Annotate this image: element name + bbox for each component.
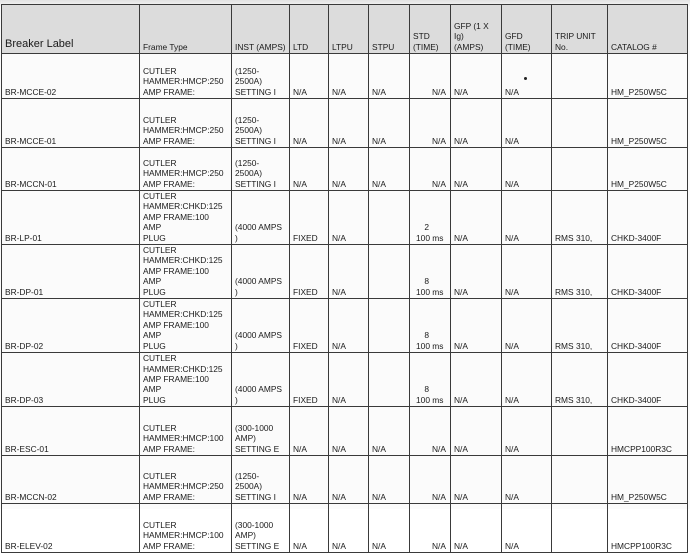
cell-stpu xyxy=(369,353,410,407)
cell-stpu: N/A xyxy=(369,99,410,148)
cell-inst-amps-line: SETTING E xyxy=(235,540,280,551)
cell-std-time xyxy=(410,191,451,245)
cell-ltd: FIXED xyxy=(290,353,329,407)
cell-trip-unit xyxy=(552,407,608,456)
cell-inst-amps-line: SETTING I xyxy=(235,86,276,97)
cell-frame-type xyxy=(140,299,232,353)
cell-breaker-label: BR-MCCE-01 xyxy=(2,99,140,148)
cell-gfd-time: N/A xyxy=(502,148,552,191)
header-catalog: CATALOG # xyxy=(608,5,688,54)
std-unit: 100 ms xyxy=(416,232,444,243)
cell-inst-amps-line: SETTING E xyxy=(235,443,280,454)
cell-gfd-time: N/A xyxy=(502,456,552,504)
cell-trip-unit xyxy=(552,504,608,553)
cell-catalog: CHKD-3400F xyxy=(608,245,688,299)
cell-trip-unit: RMS 310, xyxy=(552,353,608,407)
std-value: 8 xyxy=(424,276,429,287)
cell-inst-amps-line: (300-1000 xyxy=(235,422,274,433)
cell-gfd-time: N/A xyxy=(502,54,552,99)
header-std-time xyxy=(410,5,451,54)
cell-ltpu: N/A xyxy=(329,504,369,553)
scan-speck xyxy=(524,77,527,80)
cell-stpu: N/A xyxy=(369,54,410,99)
cell-frame-type-line: CUTLER xyxy=(143,299,177,310)
cell-frame-type-line: AMP FRAME:100 AMP xyxy=(143,265,209,287)
cell-frame-type-line: CUTLER xyxy=(143,191,177,201)
cell-ltpu: N/A xyxy=(329,245,369,299)
cell-frame-type-line: CUTLER xyxy=(143,519,177,530)
cell-inst-amps xyxy=(232,245,290,299)
cell-ltd: N/A xyxy=(290,407,329,456)
cell-catalog: HM_P250W5C xyxy=(608,54,688,99)
table-row xyxy=(2,148,688,191)
cell-ltd: N/A xyxy=(290,54,329,99)
table-row xyxy=(2,353,688,407)
cell-breaker-label: BR-MCCE-02 xyxy=(2,54,140,99)
std-unit: 100 ms xyxy=(416,394,444,405)
cell-frame-type xyxy=(140,504,232,553)
cell-ltd: N/A xyxy=(290,504,329,553)
header-trip-line1: TRIP UNIT xyxy=(555,31,596,42)
table-row xyxy=(2,299,688,353)
cell-ltpu: N/A xyxy=(329,299,369,353)
header-gfp-line1: GFP (1 X Ig) xyxy=(454,20,489,42)
header-breaker-label: Breaker Label xyxy=(2,5,140,54)
cell-breaker-label: BR-DP-03 xyxy=(2,353,140,407)
std-unit: N/A xyxy=(432,443,446,454)
table-row xyxy=(2,99,688,148)
cell-inst-amps xyxy=(232,504,290,553)
header-inst-amps: INST (AMPS) xyxy=(232,5,290,54)
std-unit: N/A xyxy=(432,178,446,189)
cell-stpu xyxy=(369,245,410,299)
cell-inst-amps xyxy=(232,54,290,99)
cell-frame-type-line: AMP FRAME:100 AMP xyxy=(143,373,209,395)
cell-frame-type xyxy=(140,245,232,299)
header-trip-line2: No. xyxy=(555,41,569,52)
cell-gfp-amps: N/A xyxy=(451,504,502,553)
cell-frame-type-line: AMP FRAME: xyxy=(143,86,195,97)
cell-catalog: HM_P250W5C xyxy=(608,148,688,191)
cell-frame-type xyxy=(140,148,232,191)
cell-inst-amps xyxy=(232,299,290,353)
cell-std-time xyxy=(410,245,451,299)
cell-frame-type-line: CUTLER xyxy=(143,353,177,364)
header-std-line2: (TIME) xyxy=(413,41,439,52)
std-value: 8 xyxy=(424,384,429,395)
cell-inst-amps-line: (1250-2500A) xyxy=(235,157,263,179)
cell-ltd: FIXED xyxy=(290,299,329,353)
cell-breaker-label: BR-LP-01 xyxy=(2,191,140,245)
cell-inst-amps xyxy=(232,456,290,504)
cell-frame-type xyxy=(140,99,232,148)
std-unit: 100 ms xyxy=(416,286,444,297)
cell-breaker-label: BR-MCCN-02 xyxy=(2,456,140,504)
cell-inst-amps-line: (4000 AMPS ) xyxy=(235,222,283,243)
cell-catalog: CHKD-3400F xyxy=(608,353,688,407)
std-unit: N/A xyxy=(432,135,446,146)
cell-gfp-amps: N/A xyxy=(451,353,502,407)
cell-frame-type-line: AMP FRAME:100 AMP xyxy=(143,211,209,233)
cell-gfd-time: N/A xyxy=(502,191,552,245)
cell-ltpu: N/A xyxy=(329,456,369,504)
header-ltd: LTD xyxy=(290,5,329,54)
cell-frame-type-line: CUTLER xyxy=(143,422,177,433)
std-value: 2 xyxy=(424,222,429,233)
cell-stpu: N/A xyxy=(369,504,410,553)
cell-gfp-amps: N/A xyxy=(451,299,502,353)
cell-inst-amps xyxy=(232,191,290,245)
cell-stpu: N/A xyxy=(369,456,410,504)
table-row xyxy=(2,504,688,553)
cell-ltd: FIXED xyxy=(290,245,329,299)
cell-stpu xyxy=(369,191,410,245)
cell-frame-type-line: PLUG xyxy=(143,394,166,405)
cell-frame-type-line: CUTLER xyxy=(143,65,177,76)
std-value: 8 xyxy=(424,330,429,341)
cell-breaker-label: BR-ELEV-02 xyxy=(2,504,140,553)
cell-frame-type-line: AMP FRAME: xyxy=(143,178,195,189)
cell-frame-type-line: HAMMER:HMCP:250 xyxy=(143,168,224,179)
cell-inst-amps-line: AMP) xyxy=(235,530,256,541)
cell-catalog: HM_P250W5C xyxy=(608,456,688,504)
cell-stpu: N/A xyxy=(369,148,410,191)
cell-frame-type-line: HAMMER:HMCP:100 xyxy=(143,530,224,541)
cell-inst-amps-line: (4000 AMPS ) xyxy=(235,384,283,405)
cell-std-time xyxy=(410,456,451,504)
cell-ltpu: N/A xyxy=(329,353,369,407)
cell-frame-type-line: HAMMER:CHKD:125 xyxy=(143,309,223,320)
cell-ltd: N/A xyxy=(290,99,329,148)
cell-ltpu: N/A xyxy=(329,54,369,99)
cell-inst-amps-line: SETTING I xyxy=(235,135,276,146)
cell-inst-amps-line: (1250-2500A) xyxy=(235,114,263,136)
header-row xyxy=(2,5,688,54)
cell-catalog: HM_P250W5C xyxy=(608,99,688,148)
cell-frame-type-line: AMP FRAME: xyxy=(143,443,195,454)
cell-frame-type-line: HAMMER:CHKD:125 xyxy=(143,255,223,266)
cell-ltpu: N/A xyxy=(329,148,369,191)
cell-gfd-time: N/A xyxy=(502,299,552,353)
cell-catalog: HMCPP100R3C xyxy=(608,407,688,456)
header-frame-type: Frame Type xyxy=(140,5,232,54)
cell-trip-unit xyxy=(552,456,608,504)
cell-trip-unit xyxy=(552,54,608,99)
cell-ltd: N/A xyxy=(290,148,329,191)
std-unit: N/A xyxy=(432,540,446,551)
cell-breaker-label: BR-ESC-01 xyxy=(2,407,140,456)
cell-trip-unit xyxy=(552,148,608,191)
cell-frame-type-line: HAMMER:HMCP:250 xyxy=(143,125,224,136)
cell-breaker-label: BR-MCCN-01 xyxy=(2,148,140,191)
cell-inst-amps xyxy=(232,353,290,407)
cell-stpu xyxy=(369,299,410,353)
cell-frame-type xyxy=(140,456,232,504)
cell-trip-unit: RMS 310, xyxy=(552,191,608,245)
cell-gfp-amps: N/A xyxy=(451,148,502,191)
cell-ltd: FIXED xyxy=(290,191,329,245)
cell-ltpu: N/A xyxy=(329,99,369,148)
cell-frame-type-line: AMP FRAME:100 AMP xyxy=(143,319,209,341)
breaker-settings-table xyxy=(1,4,688,553)
cell-gfp-amps: N/A xyxy=(451,99,502,148)
table-row xyxy=(2,456,688,504)
cell-catalog: CHKD-3400F xyxy=(608,299,688,353)
cell-frame-type xyxy=(140,353,232,407)
cell-inst-amps-line: (4000 AMPS ) xyxy=(235,330,283,351)
cell-inst-amps xyxy=(232,407,290,456)
cell-std-time xyxy=(410,353,451,407)
header-gfp-line2: (AMPS) xyxy=(454,41,484,52)
cell-breaker-label: BR-DP-01 xyxy=(2,245,140,299)
header-std-line1: STD xyxy=(413,31,430,42)
cell-gfd-time: N/A xyxy=(502,353,552,407)
cell-std-time xyxy=(410,299,451,353)
cell-std-time xyxy=(410,504,451,553)
cell-gfp-amps: N/A xyxy=(451,191,502,245)
cell-frame-type-line: CUTLER xyxy=(143,157,177,168)
cell-frame-type-line: HAMMER:CHKD:125 xyxy=(143,201,223,212)
header-gfp-amps xyxy=(451,5,502,54)
cell-gfd-time: N/A xyxy=(502,245,552,299)
cell-frame-type xyxy=(140,191,232,245)
cell-catalog: HMCPP100R3C xyxy=(608,504,688,553)
table-row xyxy=(2,407,688,456)
std-unit: N/A xyxy=(432,491,446,502)
cell-gfp-amps: N/A xyxy=(451,456,502,504)
table-row xyxy=(2,54,688,99)
std-unit: N/A xyxy=(432,86,446,97)
cell-frame-type-line: AMP FRAME: xyxy=(143,540,195,551)
cell-std-time xyxy=(410,99,451,148)
cell-inst-amps-line: (300-1000 xyxy=(235,519,274,530)
cell-inst-amps-line: (1250-2500A) xyxy=(235,470,263,492)
cell-inst-amps-line: AMP) xyxy=(235,433,256,444)
table-row xyxy=(2,245,688,299)
cell-trip-unit: RMS 310, xyxy=(552,299,608,353)
cell-frame-type-line: HAMMER:HMCP:250 xyxy=(143,481,224,492)
header-stpu: STPU xyxy=(369,5,410,54)
cell-stpu: N/A xyxy=(369,407,410,456)
cell-std-time xyxy=(410,148,451,191)
cell-trip-unit xyxy=(552,99,608,148)
cell-frame-type-line: PLUG xyxy=(143,340,166,351)
cell-frame-type-line: PLUG xyxy=(143,286,166,297)
cell-inst-amps xyxy=(232,99,290,148)
cell-frame-type-line: HAMMER:CHKD:125 xyxy=(143,363,223,374)
cell-frame-type-line: HAMMER:HMCP:100 xyxy=(143,433,224,444)
cell-frame-type-line: PLUG xyxy=(143,232,166,243)
cell-gfd-time: N/A xyxy=(502,407,552,456)
cell-gfd-time: N/A xyxy=(502,504,552,553)
cell-inst-amps-line: (1250-2500A) xyxy=(235,65,263,87)
cell-std-time xyxy=(410,54,451,99)
cell-inst-amps-line: SETTING I xyxy=(235,491,276,502)
header-trip-unit xyxy=(552,5,608,54)
cell-frame-type-line: HAMMER:HMCP:250 xyxy=(143,76,224,87)
cell-ltpu: N/A xyxy=(329,191,369,245)
header-gfd-time: GFD (TIME) xyxy=(502,5,552,54)
cell-catalog: CHKD-3400F xyxy=(608,191,688,245)
cell-frame-type xyxy=(140,407,232,456)
cell-frame-type-line: AMP FRAME: xyxy=(143,491,195,502)
table-row xyxy=(2,191,688,245)
cell-gfp-amps: N/A xyxy=(451,54,502,99)
cell-frame-type-line: CUTLER xyxy=(143,470,177,481)
table-body xyxy=(2,54,688,553)
cell-frame-type-line: CUTLER xyxy=(143,114,177,125)
cell-ltpu: N/A xyxy=(329,407,369,456)
std-unit: 100 ms xyxy=(416,340,444,351)
cell-frame-type xyxy=(140,54,232,99)
header-ltpu: LTPU xyxy=(329,5,369,54)
cell-ltd: N/A xyxy=(290,456,329,504)
cell-frame-type-line: CUTLER xyxy=(143,245,177,256)
cell-gfp-amps: N/A xyxy=(451,245,502,299)
cell-frame-type-line: AMP FRAME: xyxy=(143,135,195,146)
cell-gfd-time: N/A xyxy=(502,99,552,148)
cell-std-time xyxy=(410,407,451,456)
cell-inst-amps-line: (4000 AMPS ) xyxy=(235,276,283,297)
cell-trip-unit: RMS 310, xyxy=(552,245,608,299)
cell-inst-amps-line: SETTING I xyxy=(235,178,276,189)
cell-gfp-amps: N/A xyxy=(451,407,502,456)
cell-inst-amps xyxy=(232,148,290,191)
cell-breaker-label: BR-DP-02 xyxy=(2,299,140,353)
